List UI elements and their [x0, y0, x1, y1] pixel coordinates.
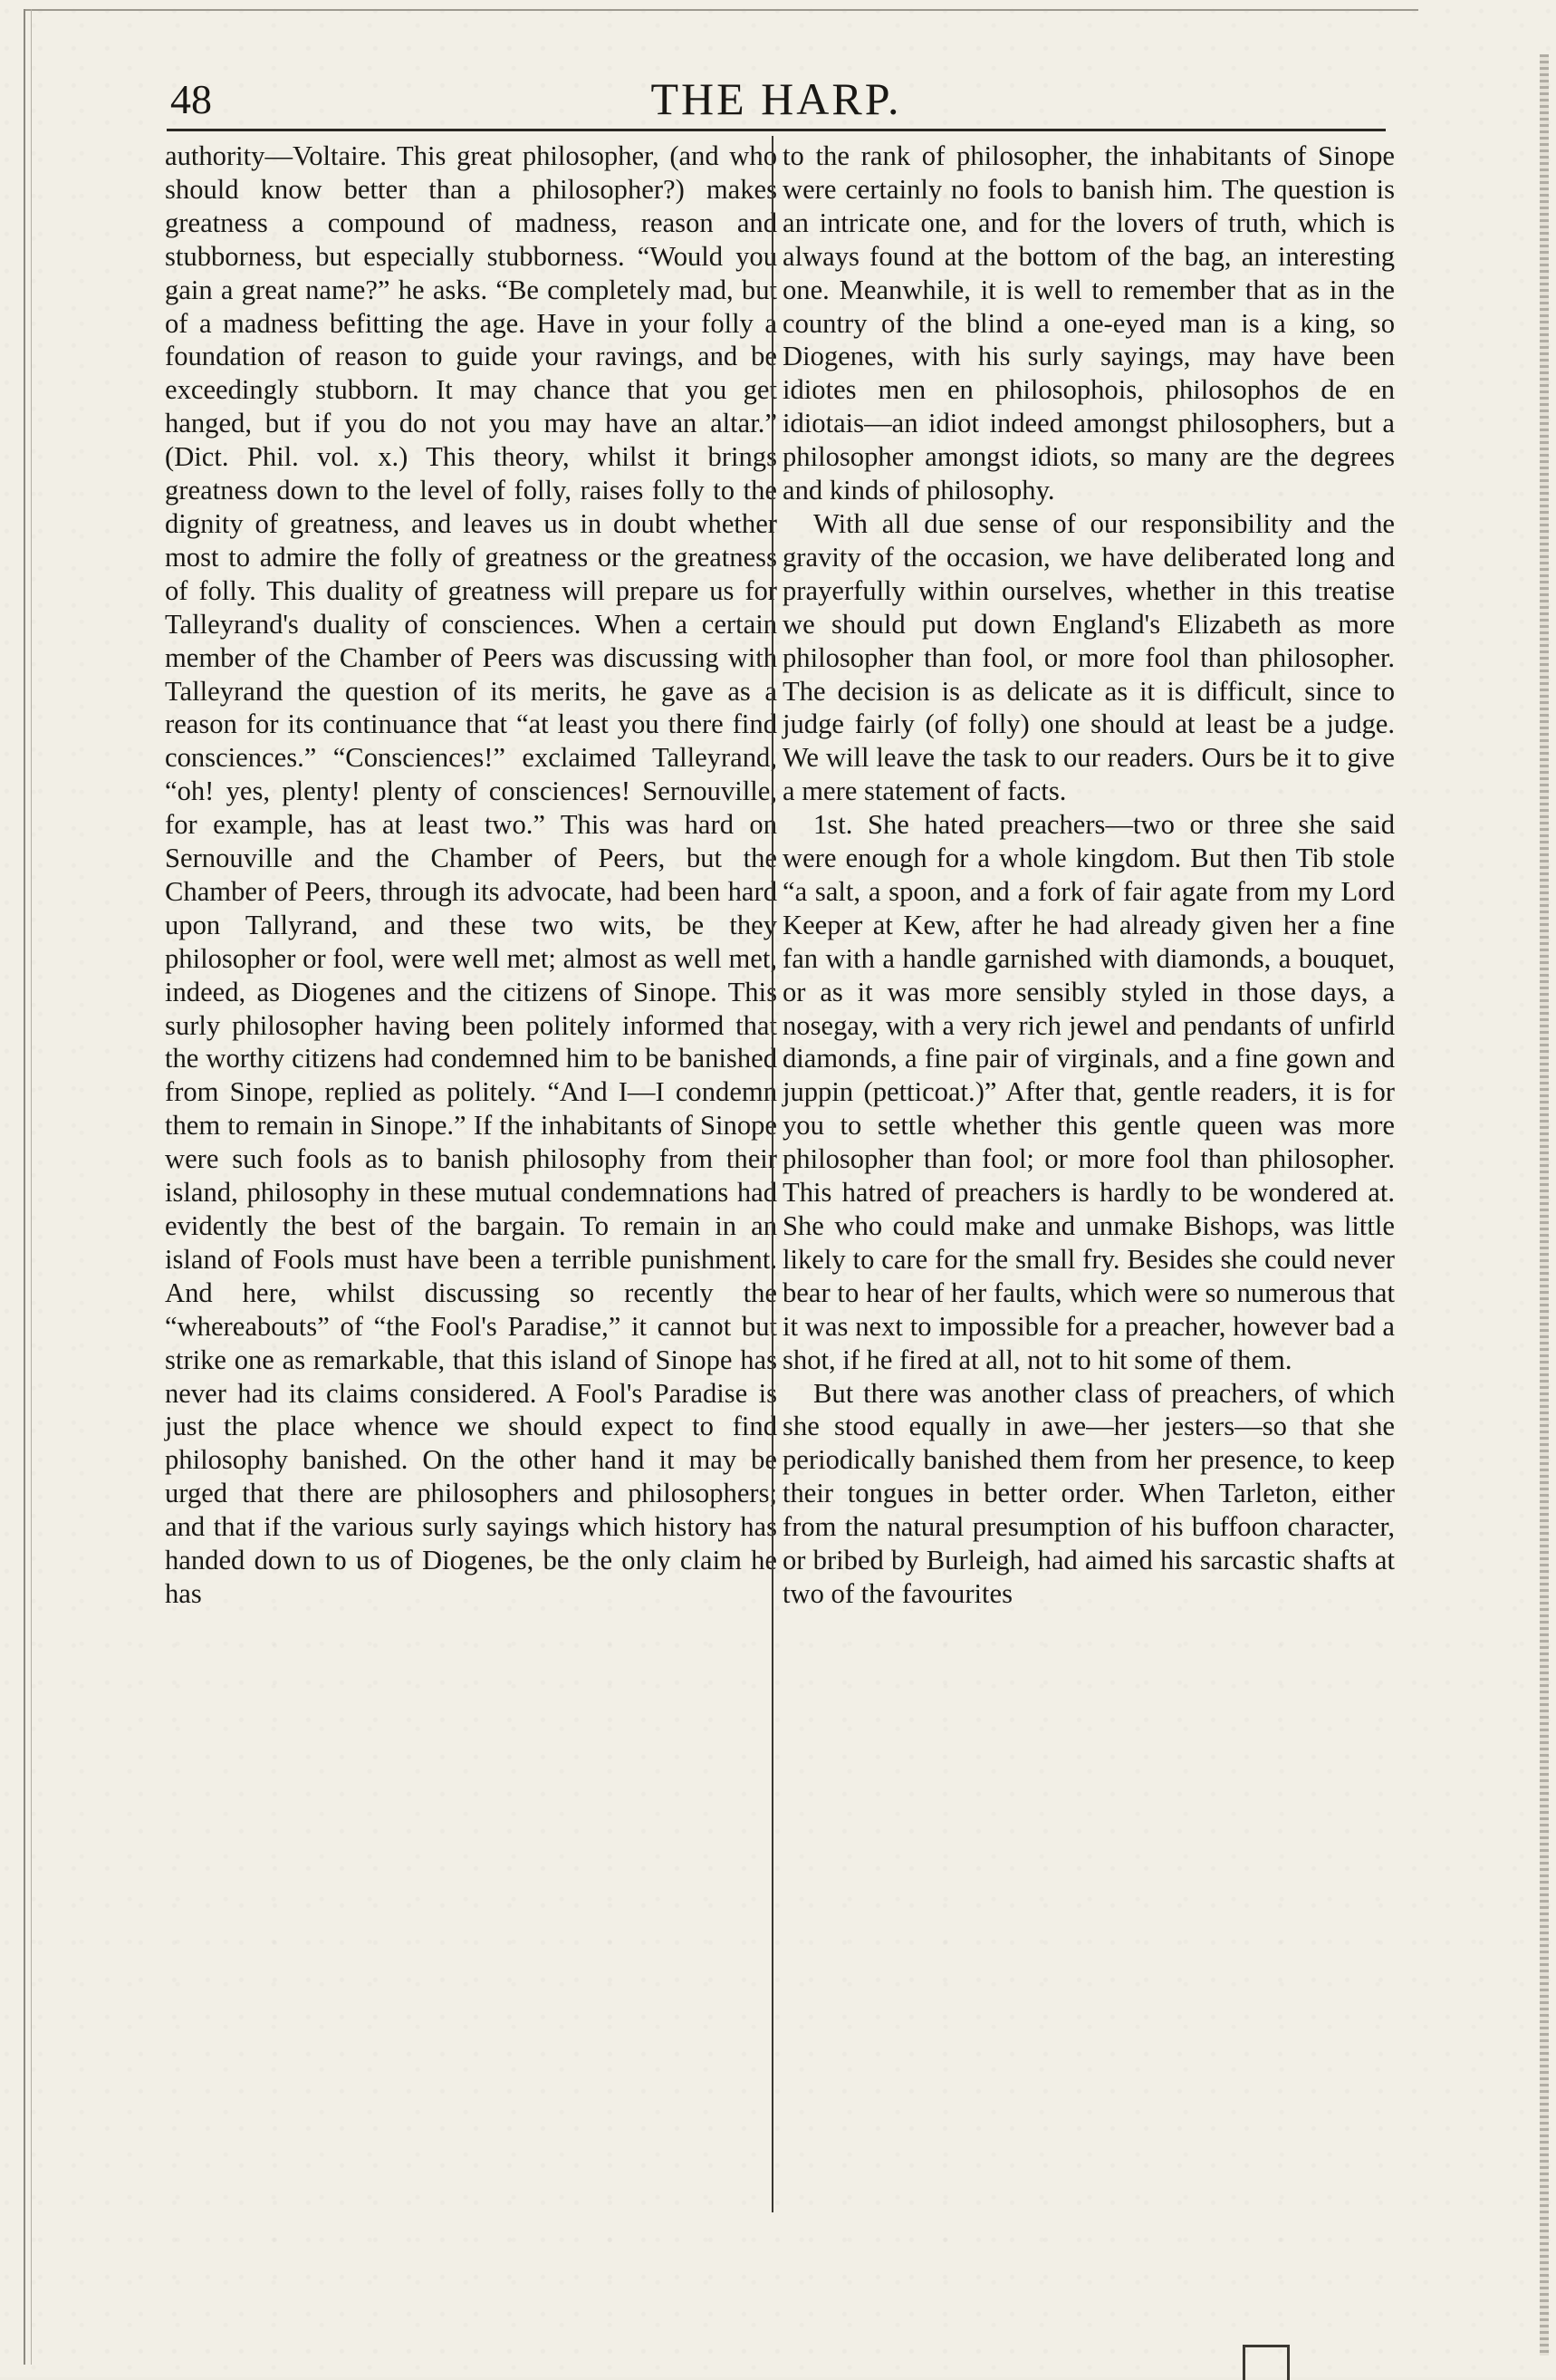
top-border: [24, 9, 1418, 11]
page-edge-shadow: [1540, 54, 1549, 2356]
page-number: 48: [170, 76, 212, 122]
column-divider: [772, 136, 773, 2212]
right-paragraph-4: But there was another class of preachers, of which she stood equally in awe—her jesters—so that she periodically banished them from her presence, to keep their tongues in better order. When Tarleton, either from the natural presumption of his buffoon character, or bribed by Burleigh, had aimed his sarcastic shafts at two of the favourites: [783, 1377, 1395, 1609]
left-column: [165, 140, 777, 2214]
page-header: [167, 65, 1386, 134]
running-title: THE HARP.: [650, 73, 902, 124]
header-rule: [167, 129, 1386, 131]
binding-edge: [24, 9, 32, 2365]
right-paragraph-1: to the rank of philosopher, the inhabitants of Sinope were certainly no fools to banish him. The question is an intricate one, and for the lovers of truth, which is always found at the bottom of the bag, an interesting one. Meanwhile, it is well to remember that as in the country of the blind a one-eyed man is a king, so Diogenes, with his surly sayings, may have been idiotes men en philosophois, philosophos de en idiotais—an idiot indeed amongst philosophers, but a philosopher amongst idiots, so many are the degrees and kinds of philosophy.: [783, 140, 1395, 506]
right-paragraph-2: With all due sense of our responsibility and the gravity of the occasion, we have deliberated long and prayerfully within ourselves, whether in this treatise we should put down England's Elizabeth as more philosopher than fool, or more fool than philosopher. The decision is as delicate as it is difficult, since to judge fairly (of folly) one should at least be a judge. We will leave the task to our readers. Ours be it to give a mere statement of facts.: [783, 507, 1395, 807]
right-paragraph-3: 1st. She hated preachers—two or three she said were enough for a whole kingdom. But then Tib stole “a salt, a spoon, and a fork of fair agate from my Lord Keeper at Kew, after he had already given her a fine fan with a handle garnished with diamonds, a bouquet, or as it was more sensibly styled in those days, a nosegay, with a very rich jewel and pendants of unfirld diamonds, a fine pair of virginals, and a fine gown and juppin (petticoat.)” After that, gentle readers, it is for you to settle whether this gentle queen was more philosopher than fool; or more fool than philosopher. This hatred of preachers is hardly to be wondered at. She who could make and unmake Bishops, was little likely to care for the small fry. Besides she could never bear to hear of her faults, which were so numerous that it was next to impossible for a preacher, however bad a shot, if he fired at all, not to hit some of them.: [783, 809, 1395, 1375]
left-paragraph-1: authority—Voltaire. This great philosopher, (and who should know better than a philosopher?) makes greatness a compound of madness, reason and stubborness, but especially stubborness. “Would you gain a great name?” he asks. “Be completely mad, but of a madness befitting the age. Have in your folly a foundation of reason to guide your ravings, and be exceedingly stubborn. It may chance that you get hanged, but if you do not you may have an altar.” (Dict. Phil. vol. x.) This theory, whilst it brings greatness down to the level of folly, raises folly to the dignity of greatness, and leaves us in doubt whether most to admire the folly of greatness or the greatness of folly. This duality of greatness will prepare us for Talleyrand's duality of consciences. When a certain member of the Chamber of Peers was discussing with Talleyrand the question of its merits, he gave as a reason for its continuance that “at least you there find consciences.” “Consciences!” exclaimed Talleyrand, “oh! yes, plenty! plenty of consciences! Sernouville, for example, has at least two.” This was hard on Sernouville and the Chamber of Peers, but the Chamber of Peers, through its advocate, had been hard upon Tallyrand, and these two wits, be they philosopher or fool, were well met; almost as well met, indeed, as Diogenes and the citizens of Sinope. This surly philosopher having been politely informed that the worthy citizens had condemned him to be banished from Sinope, replied as politely. “And I—I condemn them to remain in Sinope.” If the inhabitants of Sinope were such fools as to banish philosophy from their island, philosophy in these mutual condemnations had evidently the best of the bargain. To remain in an island of Fools must have been a terrible punishment. And here, whilst discussing so recently the “whereabouts” of “the Fool's Paradise,” it cannot but strike one as remarkable, that this island of Sinope has never had its claims considered. A Fool's Paradise is just the place whence we should expect to find philosophy banished. On the other hand it may be urged that there are philosophers and philosophers; and that if the various surly sayings which history has handed down to us of Diogenes, be the only claim he has: [165, 140, 777, 1609]
right-column: [783, 140, 1395, 2214]
bottom-printer-mark: [1243, 2345, 1290, 2380]
